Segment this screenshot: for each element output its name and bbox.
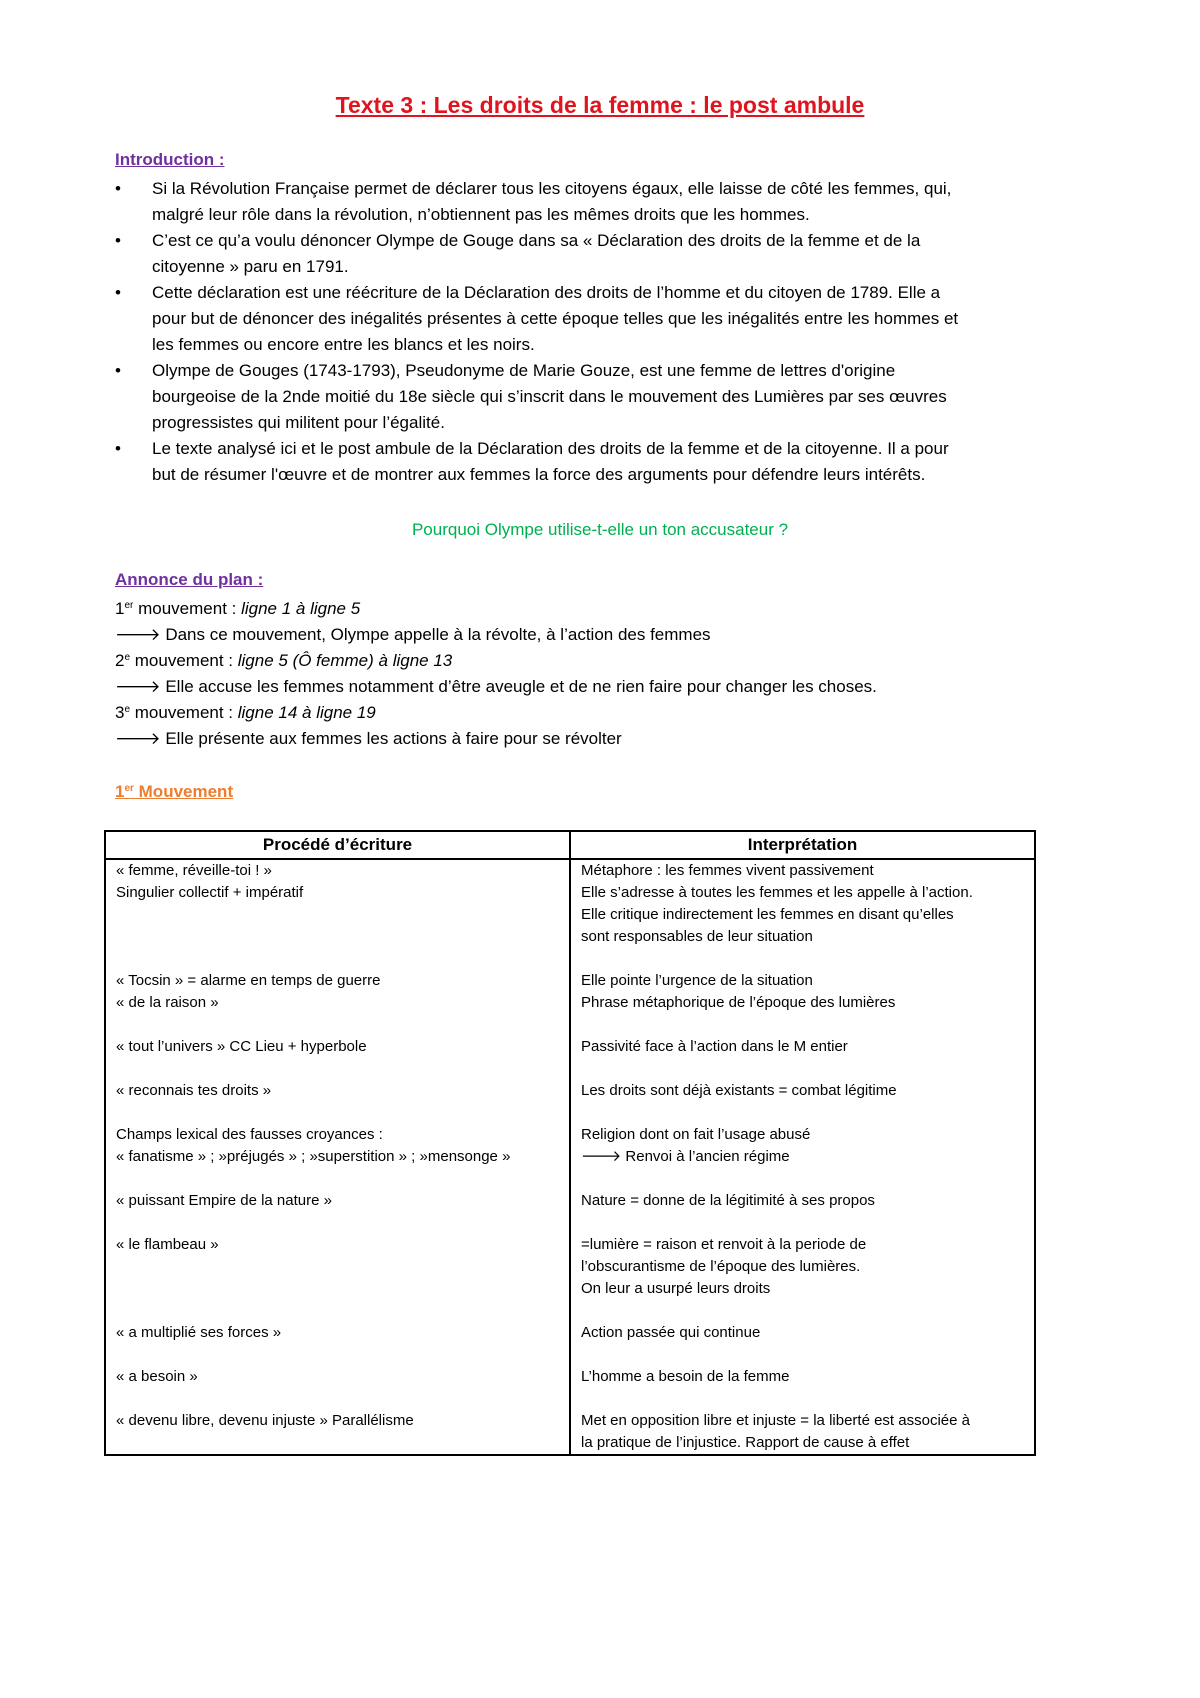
plan-movement-2-desc: 🡒 Elle accuse les femmes notamment d’être aveugle et de ne rien faire pour changer les choses. xyxy=(115,677,877,696)
procede-cell xyxy=(105,1410,570,1455)
introduction-bullet xyxy=(115,358,1085,436)
table-row xyxy=(105,1410,1035,1455)
introduction-heading: Introduction : xyxy=(115,150,225,169)
interpretation-cell xyxy=(570,1234,1035,1322)
table-row xyxy=(105,1322,1035,1366)
column-header-interpretation: Interprétation xyxy=(570,831,1035,859)
cell-line: « femme, réveille-toi ! » xyxy=(116,862,272,879)
cell-line xyxy=(116,1432,559,1454)
document-title: Texte 3 : Les droits de la femme : le post ambule xyxy=(335,92,865,118)
procede-cell xyxy=(105,859,570,970)
bullet-icon: • xyxy=(115,283,121,302)
introduction-list xyxy=(115,176,1085,488)
table-row xyxy=(105,1234,1035,1322)
interpretation-cell xyxy=(570,1080,1035,1124)
bullet-line: citoyenne » paru en 1791. xyxy=(152,257,349,276)
cell-line: L’homme a besoin de la femme xyxy=(581,1368,790,1385)
plan-movement-3: 3e mouvement : ligne 14 à ligne 19 xyxy=(115,703,376,722)
bullet-line: Olympe de Gouges (1743-1793), Pseudonyme de Marie Gouze, est une femme de lettres d'origine xyxy=(152,361,896,380)
cell-line: Les droits sont déjà existants = combat légitime xyxy=(581,1082,897,1099)
cell-line: Met en opposition libre et injuste = la liberté est associée à xyxy=(581,1412,970,1429)
cell-line: 🡒 Renvoi à l’ancien régime xyxy=(581,1148,790,1165)
cell-line: « reconnais tes droits » xyxy=(116,1082,272,1099)
table-row xyxy=(105,1190,1035,1234)
introduction-bullet xyxy=(115,176,1085,228)
cell-line: « le flambeau » xyxy=(116,1236,219,1253)
table-row xyxy=(105,859,1035,970)
cell-line: Métaphore : les femmes vivent passivement xyxy=(581,862,874,879)
cell-line: Nature = donne de la légitimité à ses propos xyxy=(581,1192,875,1209)
introduction-bullet xyxy=(115,436,1085,488)
bullet-icon: • xyxy=(115,231,121,250)
plan-movement-3-desc: 🡒 Elle présente aux femmes les actions à faire pour se révolter xyxy=(115,729,622,748)
interpretation-cell xyxy=(570,1322,1035,1366)
interpretation-cell xyxy=(570,970,1035,1036)
cell-line: « devenu libre, devenu injuste » Parallélisme xyxy=(116,1412,414,1429)
arrow-right-icon: 🡒 xyxy=(115,677,161,696)
procede-cell xyxy=(105,1322,570,1366)
cell-line: « fanatisme » ; »préjugés » ; »superstition » ; »mensonge » xyxy=(116,1148,511,1165)
cell-line: Passivité face à l’action dans le M entier xyxy=(581,1038,848,1055)
table-row xyxy=(105,1036,1035,1080)
cell-line: l’obscurantisme de l’époque des lumières. xyxy=(581,1258,861,1275)
table-row xyxy=(105,1366,1035,1410)
cell-line: sont responsables de leur situation xyxy=(581,928,813,945)
plan-movement-1: 1er mouvement : ligne 1 à ligne 5 xyxy=(115,599,361,618)
interpretation-cell xyxy=(570,1190,1035,1234)
column-header-procede: Procédé d’écriture xyxy=(105,831,570,859)
bullet-icon: • xyxy=(115,361,121,380)
cell-line: Action passée qui continue xyxy=(581,1324,761,1341)
bullet-line: Si la Révolution Française permet de déclarer tous les citoyens égaux, elle laisse de côté les femmes, qui, xyxy=(152,179,952,198)
interpretation-cell xyxy=(570,1036,1035,1080)
cell-line: Elle s’adresse à toutes les femmes et les appelle à l’action. xyxy=(581,884,973,901)
procede-cell xyxy=(105,1080,570,1124)
cell-line: Singulier collectif + impératif xyxy=(116,884,304,901)
cell-line: la pratique de l’injustice. Rapport de cause à effet xyxy=(581,1434,910,1451)
bullet-line: Le texte analysé ici et le post ambule de la Déclaration des droits de la femme et de la citoyenne. Il a pour xyxy=(152,439,949,458)
cell-line xyxy=(116,1256,559,1278)
table-row xyxy=(105,1124,1035,1190)
cell-line: « tout l’univers » CC Lieu + hyperbole xyxy=(116,1038,367,1055)
cell-line: On leur a usurpé leurs droits xyxy=(581,1280,771,1297)
procede-cell xyxy=(105,1366,570,1410)
procede-cell xyxy=(105,970,570,1036)
interpretation-cell xyxy=(570,1124,1035,1190)
cell-line xyxy=(116,904,559,926)
bullet-line: Cette déclaration est une réécriture de la Déclaration des droits de l’homme et du citoyen de 1789. Elle a xyxy=(152,283,941,302)
procede-cell xyxy=(105,1124,570,1190)
movement-1-heading: 1er Mouvement xyxy=(115,782,234,801)
cell-line: Champs lexical des fausses croyances : xyxy=(116,1126,383,1143)
bullet-icon: • xyxy=(115,179,121,198)
problematic-question: Pourquoi Olympe utilise-t-elle un ton accusateur ? xyxy=(411,520,789,539)
bullet-line: C’est ce qu’a voulu dénoncer Olympe de Gouge dans sa « Déclaration des droits de la femme et de la xyxy=(152,231,921,250)
plan-movement-2: 2e mouvement : ligne 5 (Ô femme) à ligne 13 xyxy=(115,651,453,670)
arrow-right-icon: 🡒 xyxy=(115,729,161,748)
procede-cell xyxy=(105,1190,570,1234)
cell-line xyxy=(116,1278,559,1300)
cell-line: « puissant Empire de la nature » xyxy=(116,1192,332,1209)
introduction-bullet xyxy=(115,280,1085,358)
table-row xyxy=(105,1080,1035,1124)
cell-line: « a multiplié ses forces » xyxy=(116,1324,282,1341)
introduction-bullet xyxy=(115,228,1085,280)
table-row xyxy=(105,970,1035,1036)
cell-line: « de la raison » xyxy=(116,994,219,1011)
interpretation-cell xyxy=(570,1366,1035,1410)
cell-line: « Tocsin » = alarme en temps de guerre xyxy=(116,972,381,989)
bullet-line: les femmes ou encore entre les blancs et les noirs. xyxy=(152,335,535,354)
interpretation-cell xyxy=(570,859,1035,970)
bullet-line: pour but de dénoncer des inégalités présentes à cette époque telles que les inégalités entre les hommes et xyxy=(152,309,959,328)
cell-line: Elle critique indirectement les femmes en disant qu’elles xyxy=(581,906,954,923)
plan-list xyxy=(115,596,1085,752)
procede-cell xyxy=(105,1036,570,1080)
bullet-icon: • xyxy=(115,439,121,458)
cell-line: =lumière = raison et renvoit à la periode de xyxy=(581,1236,867,1253)
cell-line xyxy=(116,926,559,948)
analysis-table xyxy=(104,830,1036,1456)
cell-line: Religion dont on fait l’usage abusé xyxy=(581,1126,811,1143)
arrow-right-icon: 🡒 xyxy=(115,625,161,644)
bullet-line: bourgeoise de la 2nde moitié du 18e siècle qui s’inscrit dans le mouvement des Lumières par ses œuvres xyxy=(152,387,947,406)
procede-cell xyxy=(105,1234,570,1322)
cell-line: Elle pointe l’urgence de la situation xyxy=(581,972,813,989)
cell-line: Phrase métaphorique de l’époque des lumières xyxy=(581,994,896,1011)
plan-movement-1-desc: 🡒 Dans ce mouvement, Olympe appelle à la révolte, à l’action des femmes xyxy=(115,625,711,644)
bullet-line: malgré leur rôle dans la révolution, n’obtiennent pas les mêmes droits que les hommes. xyxy=(152,205,810,224)
bullet-line: but de résumer l'œuvre et de montrer aux femmes la force des arguments pour défendre leurs intérêts. xyxy=(152,465,926,484)
plan-heading: Annonce du plan : xyxy=(115,570,264,589)
interpretation-cell xyxy=(570,1410,1035,1455)
cell-line: « a besoin » xyxy=(116,1368,198,1385)
bullet-line: progressistes qui militent pour l’égalité. xyxy=(152,413,445,432)
